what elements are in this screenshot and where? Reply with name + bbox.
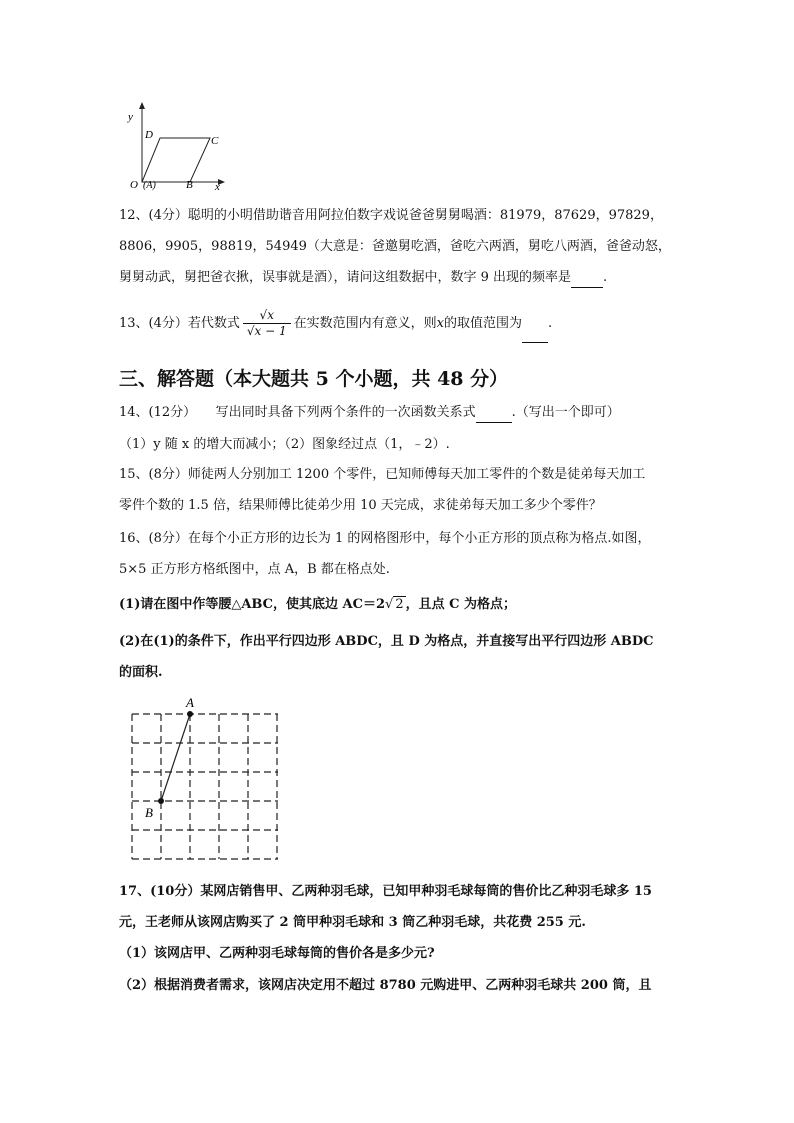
q16-part-2-line-2: 的面积. <box>119 665 163 680</box>
q13-fraction <box>243 308 291 339</box>
label-grid-b: B <box>145 805 153 820</box>
q14-line-2: （1）y 随 x 的增大而减小；（2）图象经过点（1，﹣2）. <box>119 437 450 452</box>
q13-suffix-2: 的取值范围为 <box>443 316 522 331</box>
parallelogram-figure <box>118 100 228 192</box>
q16-part-1-suffix: ，且点 C 为格点； <box>405 597 516 612</box>
label-o: O <box>130 179 138 191</box>
label-grid-a: A <box>186 696 194 710</box>
q12-line-3-end: . <box>603 270 608 285</box>
q17-line-4: （2）根据消费者需求，该网店决定用不超过 8780 元购进甲、乙两种羽毛球共 200 筒，且 <box>119 978 652 993</box>
q15-line-2: 零件个数的 1.5 倍，结果师傅比徒弟少用 10 天完成，求徒弟每天加工多少个零件？ <box>119 498 602 513</box>
label-x: x <box>215 181 220 192</box>
q17-line-1: 17、(10分）某网店销售甲、乙两种羽毛球，已知甲种羽毛球每筒的售价比乙种羽毛球多 15 <box>119 884 652 899</box>
q12-line-3-text: 舅舅动武，舅把爸衣揪，误事就是酒），请问这组数据中，数字 9 出现的频率是 <box>119 270 572 285</box>
q13-var-x: x <box>436 316 444 331</box>
point-a <box>187 711 193 717</box>
q12-line-3 <box>119 269 607 288</box>
label-d: D <box>145 129 153 141</box>
q14-line-1 <box>119 404 620 423</box>
q13-line <box>119 306 552 343</box>
q16-part-2-line-1: (2)在(1)的条件下，作出平行四边形 ABDC，且 D 为格点，并直接写出平行四边形 ABDC <box>119 634 654 649</box>
q16-line-2: 5×5 正方形方格纸图中，点 A，B 都在格点处. <box>119 562 390 577</box>
section-3-title: 三、解答题（本大题共 5 个小题，共 48 分） <box>119 368 509 390</box>
q12-answer-blank <box>571 269 603 288</box>
q15-line-1: 15、(8分）师徒两人分别加工 1200 个零件，已知师傅每天加工零件的个数是徒弟每天加工 <box>119 467 646 482</box>
label-c: C <box>211 135 219 147</box>
label-b: B <box>186 179 193 191</box>
point-b <box>158 798 164 804</box>
segment-ab <box>161 714 190 801</box>
q13-end: . <box>548 316 553 331</box>
sqrt-symbol: √ <box>385 597 394 612</box>
y-axis-arrow <box>139 102 145 109</box>
q16-part-1-radicand: 2 <box>395 597 404 612</box>
label-y: y <box>128 111 133 123</box>
q17-line-3: （1）该网店甲、乙两种羽毛球每筒的售价各是多少元? <box>119 946 435 961</box>
q17-line-2: 元，王老师从该网店购买了 2 筒甲种羽毛球和 3 筒乙种羽毛球，共花费 255 元. <box>119 915 586 930</box>
q14-line-1-end: .（写出一个即可） <box>511 405 620 420</box>
q13-numerator: √x <box>243 308 291 324</box>
q16-part-1 <box>119 596 516 614</box>
q14-line-1-text: 14、(12分） 写出同时具备下列两个条件的一次函数关系式 <box>119 405 476 420</box>
q12-line-1: 12、(4分）聪明的小明借助谐音用阿拉伯数字戏说爸爸舅舅喝酒：81979，87629，97829， <box>119 208 663 223</box>
dashed-grid <box>132 714 278 859</box>
q14-answer-blank <box>476 404 512 423</box>
q16-part-1-prefix: (1)请在图中作等腰△ABC，使其底边 AC＝2 <box>119 597 386 612</box>
q13-suffix-1: 在实数范围内有意义，则 <box>293 316 437 331</box>
q13-denominator: √x − 1 <box>246 324 287 338</box>
q12-line-2: 8806，9905，98819，54949（大意是：爸邀舅吃酒，爸吃六两酒，舅吃八两酒，爸爸动怒， <box>119 239 671 254</box>
q13-answer-blank <box>522 306 548 343</box>
grid-figure <box>124 696 286 862</box>
parallelogram-abcd <box>142 138 210 182</box>
label-a: (A) <box>143 180 156 191</box>
q13-prefix: 13、(4分）若代数式 <box>119 316 240 331</box>
q16-line-1: 16、(8分）在每个小正方形的边长为 1 的网格图形中，每个小正方形的顶点称为格点.如图， <box>119 531 651 546</box>
